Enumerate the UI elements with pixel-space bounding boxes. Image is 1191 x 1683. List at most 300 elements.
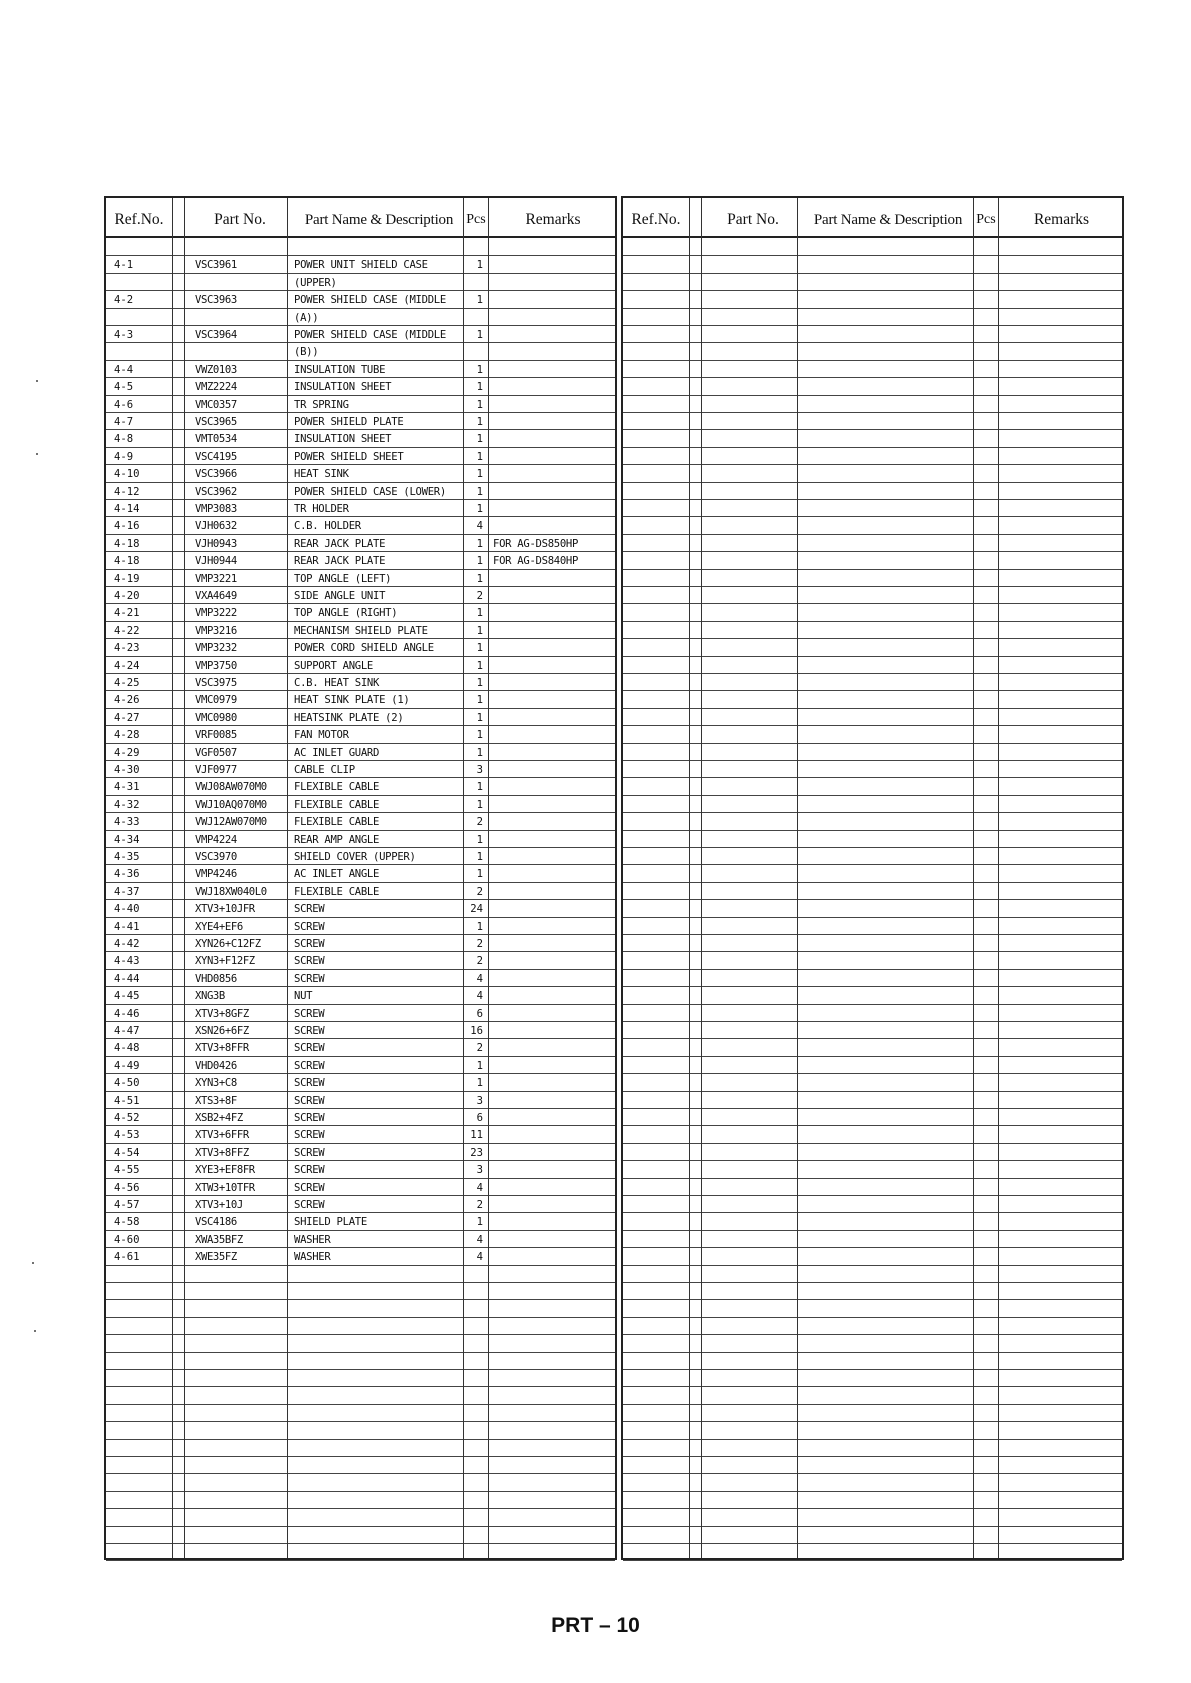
ref-no-cell: 4-60 — [114, 1233, 140, 1246]
pcs-cell: 1 — [476, 363, 483, 376]
part-name-cell: REAR AMP ANGLE — [294, 833, 380, 846]
table-row — [106, 899, 615, 917]
table-row — [623, 986, 1122, 1004]
part-name-cell: TOP ANGLE (LEFT) — [294, 572, 392, 585]
header-part-no: Part No. — [214, 211, 266, 228]
table-row — [623, 1369, 1122, 1387]
part-no-cell: XNG3B — [195, 990, 225, 1003]
pcs-cell: 4 — [476, 1181, 483, 1194]
ref-no-cell: 4-34 — [114, 833, 140, 846]
part-name-cell: NUT — [294, 990, 313, 1003]
table-row — [623, 586, 1122, 604]
header-remarks: Remarks — [525, 211, 581, 228]
part-no-cell: XSN26+6FZ — [195, 1025, 249, 1037]
table-row — [623, 760, 1122, 778]
table-row — [106, 499, 615, 517]
column-divider — [172, 198, 173, 1558]
part-no-cell: VSC3962 — [195, 485, 237, 498]
remarks-cell — [493, 1038, 613, 1055]
pcs-cell: 1 — [476, 450, 483, 463]
ref-no-cell: 4-28 — [114, 729, 140, 742]
part-no-cell: VMZ2224 — [195, 381, 237, 394]
table-row — [106, 777, 615, 795]
remarks-cell — [493, 777, 613, 794]
table-row — [106, 1021, 615, 1039]
table-row — [106, 1439, 615, 1457]
pcs-cell — [463, 273, 483, 290]
column-divider — [488, 198, 489, 1558]
part-name-cell: POWER CORD SHIELD ANGLE — [294, 642, 434, 655]
table-row — [623, 1247, 1122, 1265]
ref-no-cell: 4-49 — [114, 1059, 140, 1072]
pcs-cell: 1 — [476, 398, 483, 411]
parts-table-left — [104, 196, 617, 1560]
part-no-cell: VWJ18XW040L0 — [195, 885, 267, 898]
pcs-cell: 1 — [476, 642, 483, 655]
part-name-cell: FLEXIBLE CABLE — [294, 885, 380, 898]
remarks-cell — [493, 743, 613, 760]
table-row — [106, 847, 615, 865]
pcs-cell: 2 — [476, 938, 483, 950]
table-row — [623, 934, 1122, 952]
part-no-cell: VSC3963 — [195, 294, 237, 307]
table-row — [623, 882, 1122, 900]
table-row — [106, 412, 615, 430]
table-row — [106, 917, 615, 935]
part-no-cell: VSC3966 — [195, 468, 237, 481]
table-row — [623, 1195, 1122, 1213]
remarks-cell — [493, 690, 613, 707]
remarks-cell — [493, 864, 613, 881]
table-row — [623, 795, 1122, 813]
part-no-cell: XYN3+F12FZ — [195, 955, 255, 968]
ref-no-cell — [114, 342, 174, 359]
table-row — [623, 1178, 1122, 1196]
table-row — [106, 1108, 615, 1126]
ref-no-cell: 4-33 — [114, 816, 140, 829]
table-row — [623, 1160, 1122, 1178]
remarks-cell — [493, 377, 613, 394]
table-row — [106, 1473, 615, 1491]
pcs-cell: 4 — [476, 1251, 483, 1264]
table-row — [106, 1247, 615, 1265]
header-ref-no: Ref.No. — [631, 211, 681, 228]
ref-no-cell: 4-51 — [114, 1094, 140, 1107]
pcs-cell: 3 — [476, 764, 483, 776]
remarks-cell — [493, 1143, 613, 1160]
table-row — [106, 760, 615, 778]
table-row — [106, 708, 615, 726]
part-no-cell: VMP3083 — [195, 503, 237, 515]
part-no-cell: VMC0979 — [195, 694, 237, 707]
table-row — [623, 1299, 1122, 1317]
pcs-cell: 3 — [476, 1164, 483, 1177]
pcs-cell: 1 — [476, 659, 483, 672]
column-divider — [701, 198, 702, 1558]
ref-no-cell: 4-22 — [114, 624, 140, 637]
table-row — [106, 1334, 615, 1352]
table-row — [106, 638, 615, 656]
part-name-cell: REAR JACK PLATE — [294, 555, 386, 568]
ref-no-cell: 4-43 — [114, 955, 140, 968]
remarks-cell — [493, 255, 613, 272]
table-row — [106, 1056, 615, 1074]
remarks-cell — [493, 447, 613, 464]
pcs-cell: 6 — [476, 1112, 483, 1124]
table-row — [623, 656, 1122, 674]
table-row — [623, 1404, 1122, 1422]
part-no-cell: XTV3+8FFR — [195, 1042, 249, 1055]
part-no-cell: VSC4186 — [195, 1216, 237, 1229]
pcs-cell: 4 — [476, 1233, 483, 1246]
table-row — [623, 534, 1122, 552]
pcs-cell: 1 — [476, 381, 483, 394]
table-header-right — [623, 198, 1122, 238]
table-row — [623, 377, 1122, 395]
remarks-cell — [493, 917, 613, 934]
part-no-cell: VJH0944 — [195, 555, 237, 568]
part-name-cell: HEAT SINK PLATE (1) — [294, 694, 410, 707]
table-row — [106, 551, 615, 569]
table-row — [623, 1526, 1122, 1544]
table-row — [623, 690, 1122, 708]
part-no-cell: XYE4+EF6 — [195, 920, 243, 933]
remarks-cell — [493, 621, 613, 638]
header-remarks: Remarks — [1033, 211, 1090, 228]
part-no-cell: VWZ0103 — [195, 363, 237, 376]
table-row — [106, 621, 615, 639]
part-no-cell — [195, 342, 287, 359]
part-no-cell: VWJ12AW070M0 — [195, 816, 267, 829]
ref-no-cell: 4-53 — [114, 1129, 140, 1142]
part-name-cell: POWER SHIELD CASE (MIDDLE — [294, 294, 446, 307]
pcs-cell: 1 — [476, 1059, 483, 1072]
table-row — [106, 1352, 615, 1370]
ref-no-cell — [114, 308, 174, 325]
part-no-cell: VJH0943 — [195, 537, 237, 550]
part-name-cell: SIDE ANGLE UNIT — [294, 590, 386, 602]
table-row — [106, 934, 615, 952]
remarks-cell — [493, 1178, 613, 1195]
table-row — [623, 290, 1122, 308]
part-name-cell: TOP ANGLE (RIGHT) — [294, 607, 398, 620]
pcs-cell: 2 — [476, 590, 483, 602]
table-row — [106, 586, 615, 604]
part-no-cell: VMP3221 — [195, 572, 237, 585]
part-name-cell: SCREW — [294, 1077, 325, 1090]
part-no-cell: XYE3+EF8FR — [195, 1164, 255, 1177]
remarks-cell — [493, 482, 613, 499]
part-no-cell: VMT0534 — [195, 433, 237, 446]
part-no-cell: VXA4649 — [195, 590, 237, 602]
table-row — [106, 986, 615, 1004]
part-no-cell: VMP3216 — [195, 624, 237, 637]
remarks-cell: FOR AG-DS840HP — [493, 555, 579, 568]
ref-no-cell: 4-20 — [114, 590, 140, 602]
table-row — [106, 342, 615, 360]
part-no-cell: XTV3+8GFZ — [195, 1007, 249, 1020]
remarks-cell — [493, 342, 613, 359]
column-divider — [797, 198, 798, 1558]
pcs-cell: 2 — [476, 1042, 483, 1055]
remarks-cell — [493, 1247, 613, 1264]
part-no-cell: VMC0357 — [195, 398, 237, 411]
table-row — [623, 325, 1122, 343]
table-row — [106, 1543, 615, 1561]
table-row — [106, 238, 615, 256]
table-row — [106, 1004, 615, 1022]
header-part-name: Part Name & Description — [813, 212, 963, 228]
pcs-cell: 1 — [476, 572, 483, 585]
part-no-cell: VMP3232 — [195, 642, 237, 655]
part-name-cell: SUPPORT ANGLE — [294, 659, 374, 672]
part-no-cell: XYN3+C8 — [195, 1077, 237, 1090]
table-row — [106, 377, 615, 395]
table-row — [106, 1230, 615, 1248]
table-row — [623, 499, 1122, 517]
ref-no-cell: 4-54 — [114, 1146, 140, 1159]
part-no-cell: VMP4246 — [195, 868, 237, 881]
pcs-cell: 1 — [476, 729, 483, 742]
part-no-cell: VJF0977 — [195, 764, 237, 776]
pcs-cell: 2 — [476, 816, 483, 829]
ref-no-cell: 4-14 — [114, 503, 140, 515]
part-name-cell: FLEXIBLE CABLE — [294, 781, 380, 794]
part-no-cell: XTS3+8F — [195, 1094, 237, 1107]
table-row — [106, 1038, 615, 1056]
pcs-cell: 1 — [476, 711, 483, 724]
part-name-cell: CABLE CLIP — [294, 764, 355, 776]
remarks-cell — [493, 1004, 613, 1021]
part-no-cell: VMC0980 — [195, 711, 237, 724]
table-header-left — [106, 198, 615, 238]
table-row — [623, 238, 1122, 256]
table-row — [106, 656, 615, 674]
table-row — [623, 951, 1122, 969]
part-name-cell: WASHER — [294, 1233, 331, 1246]
ref-no-cell: 4-3 — [114, 329, 134, 341]
table-row — [106, 569, 615, 587]
ref-no-cell: 4-56 — [114, 1181, 140, 1194]
table-row — [623, 360, 1122, 378]
remarks-cell — [493, 969, 613, 986]
table-row — [623, 1491, 1122, 1509]
table-row — [623, 464, 1122, 482]
table-row — [106, 360, 615, 378]
table-row — [623, 1073, 1122, 1091]
part-no-cell: VSC3975 — [195, 677, 237, 689]
table-row — [623, 447, 1122, 465]
ref-no-cell: 4-44 — [114, 972, 140, 985]
part-name-cell: INSULATION TUBE — [294, 363, 386, 376]
table-row — [623, 1282, 1122, 1300]
ref-no-cell: 4-46 — [114, 1007, 140, 1020]
table-row — [623, 969, 1122, 987]
pcs-cell: 1 — [476, 555, 483, 568]
table-row — [106, 1160, 615, 1178]
pcs-cell: 1 — [476, 798, 483, 811]
part-name-cell: SHIELD PLATE — [294, 1216, 367, 1229]
remarks-cell — [493, 1073, 613, 1090]
table-row — [623, 603, 1122, 621]
table-row — [106, 603, 615, 621]
table-row — [106, 951, 615, 969]
pcs-cell: 2 — [476, 955, 483, 968]
part-name-cell: SCREW — [294, 1129, 325, 1142]
part-name-cell: AC INLET GUARD — [294, 746, 380, 759]
pcs-cell: 2 — [476, 1199, 483, 1211]
part-no-cell — [195, 273, 287, 290]
ref-no-cell: 4-26 — [114, 694, 140, 707]
part-name-cell: SCREW — [294, 1094, 325, 1107]
scan-speck — [36, 380, 38, 382]
pcs-cell: 1 — [476, 503, 483, 515]
remarks-cell — [493, 1056, 613, 1073]
pcs-cell: 16 — [470, 1025, 483, 1037]
part-name-cell: WASHER — [294, 1251, 331, 1264]
table-row — [623, 1439, 1122, 1457]
pcs-cell: 1 — [476, 433, 483, 446]
pcs-cell: 1 — [476, 294, 483, 307]
table-row — [106, 1508, 615, 1526]
ref-no-cell: 4-18 — [114, 537, 140, 550]
table-row — [623, 1456, 1122, 1474]
part-name-cell: POWER SHIELD CASE (LOWER) — [294, 485, 446, 498]
header-part-name: Part Name & Description — [304, 212, 454, 228]
ref-no-cell: 4-10 — [114, 468, 140, 481]
remarks-cell — [493, 273, 613, 290]
remarks-cell — [493, 308, 613, 325]
header-pcs: Pcs — [976, 212, 996, 227]
part-name-cell: INSULATION SHEET — [294, 381, 392, 394]
part-name-cell: SCREW — [294, 903, 325, 916]
part-no-cell: XYN26+C12FZ — [195, 938, 261, 950]
pcs-cell: 1 — [476, 607, 483, 620]
pcs-cell: 4 — [476, 520, 483, 533]
pcs-cell: 1 — [476, 746, 483, 759]
remarks-cell — [493, 290, 613, 307]
table-row — [623, 1056, 1122, 1074]
remarks-cell — [493, 429, 613, 446]
table-row — [623, 1212, 1122, 1230]
part-name-cell: SCREW — [294, 1007, 325, 1020]
table-row — [623, 1334, 1122, 1352]
remarks-cell — [493, 638, 613, 655]
table-row — [623, 708, 1122, 726]
remarks-cell — [493, 934, 613, 951]
ref-no-cell: 4-35 — [114, 851, 140, 863]
ref-no-cell: 4-30 — [114, 764, 140, 776]
remarks-cell — [493, 569, 613, 586]
table-row — [106, 1178, 615, 1196]
part-no-cell: XTV3+10J — [195, 1199, 243, 1211]
table-row — [623, 1230, 1122, 1248]
part-name-cell: C.B. HOLDER — [294, 520, 361, 533]
remarks-cell — [493, 725, 613, 742]
table-row — [106, 1265, 615, 1283]
ref-no-cell: 4-9 — [114, 450, 134, 463]
pcs-cell: 6 — [476, 1007, 483, 1020]
scan-speck — [36, 453, 38, 455]
remarks-cell — [493, 656, 613, 673]
pcs-cell: 23 — [470, 1146, 483, 1159]
table-row — [106, 673, 615, 691]
pcs-cell: 1 — [476, 851, 483, 863]
table-row — [106, 255, 615, 273]
ref-no-cell: 4-50 — [114, 1077, 140, 1090]
ref-no-cell: 4-52 — [114, 1112, 140, 1124]
table-row — [106, 1299, 615, 1317]
part-no-cell: VHD0856 — [195, 972, 237, 985]
remarks-cell — [493, 795, 613, 812]
part-no-cell: VGF0507 — [195, 746, 237, 759]
table-row — [106, 690, 615, 708]
pcs-cell: 1 — [476, 468, 483, 481]
part-no-cell: VWJ10AQ070M0 — [195, 798, 267, 811]
pcs-cell: 1 — [476, 624, 483, 637]
pcs-cell: 2 — [476, 885, 483, 898]
pcs-cell: 1 — [476, 259, 483, 272]
remarks-cell — [493, 1230, 613, 1247]
ref-no-cell: 4-29 — [114, 746, 140, 759]
table-row — [106, 864, 615, 882]
table-row — [623, 395, 1122, 413]
column-divider — [998, 198, 999, 1558]
part-name-cell: POWER SHIELD CASE (MIDDLE — [294, 329, 446, 341]
table-row — [106, 1125, 615, 1143]
table-row — [623, 482, 1122, 500]
remarks-cell — [493, 395, 613, 412]
pcs-cell: 4 — [476, 972, 483, 985]
ref-no-cell: 4-24 — [114, 659, 140, 672]
remarks-cell — [493, 951, 613, 968]
table-row — [106, 1073, 615, 1091]
table-row — [106, 1456, 615, 1474]
part-no-cell: VSC3970 — [195, 851, 237, 863]
remarks-cell — [493, 708, 613, 725]
ref-no-cell: 4-32 — [114, 798, 140, 811]
table-row — [623, 830, 1122, 848]
pcs-cell: 24 — [470, 903, 483, 916]
table-row — [623, 743, 1122, 761]
part-name-cell: FAN MOTOR — [294, 729, 349, 742]
part-no-cell: XWA35BFZ — [195, 1233, 243, 1246]
part-no-cell: VMP3750 — [195, 659, 237, 672]
ref-no-cell: 4-16 — [114, 520, 140, 533]
column-divider — [463, 198, 464, 1558]
table-row — [106, 395, 615, 413]
pcs-cell: 1 — [476, 1077, 483, 1090]
table-row — [106, 1143, 615, 1161]
table-row — [106, 1282, 615, 1300]
table-row — [106, 534, 615, 552]
ref-no-cell: 4-41 — [114, 920, 140, 933]
remarks-cell — [493, 1212, 613, 1229]
remarks-cell — [493, 412, 613, 429]
ref-no-cell: 4-27 — [114, 711, 140, 724]
table-row — [623, 429, 1122, 447]
part-name-cell: FLEXIBLE CABLE — [294, 816, 380, 829]
table-row — [106, 1091, 615, 1109]
part-name-cell: INSULATION SHEET — [294, 433, 392, 446]
ref-no-cell: 4-45 — [114, 990, 140, 1003]
remarks-cell — [493, 1021, 613, 1038]
table-row — [106, 725, 615, 743]
page-number: PRT – 10 — [551, 1614, 640, 1637]
part-name-cell: FLEXIBLE CABLE — [294, 798, 380, 811]
table-row — [623, 516, 1122, 534]
part-no-cell: VSC3965 — [195, 416, 237, 428]
